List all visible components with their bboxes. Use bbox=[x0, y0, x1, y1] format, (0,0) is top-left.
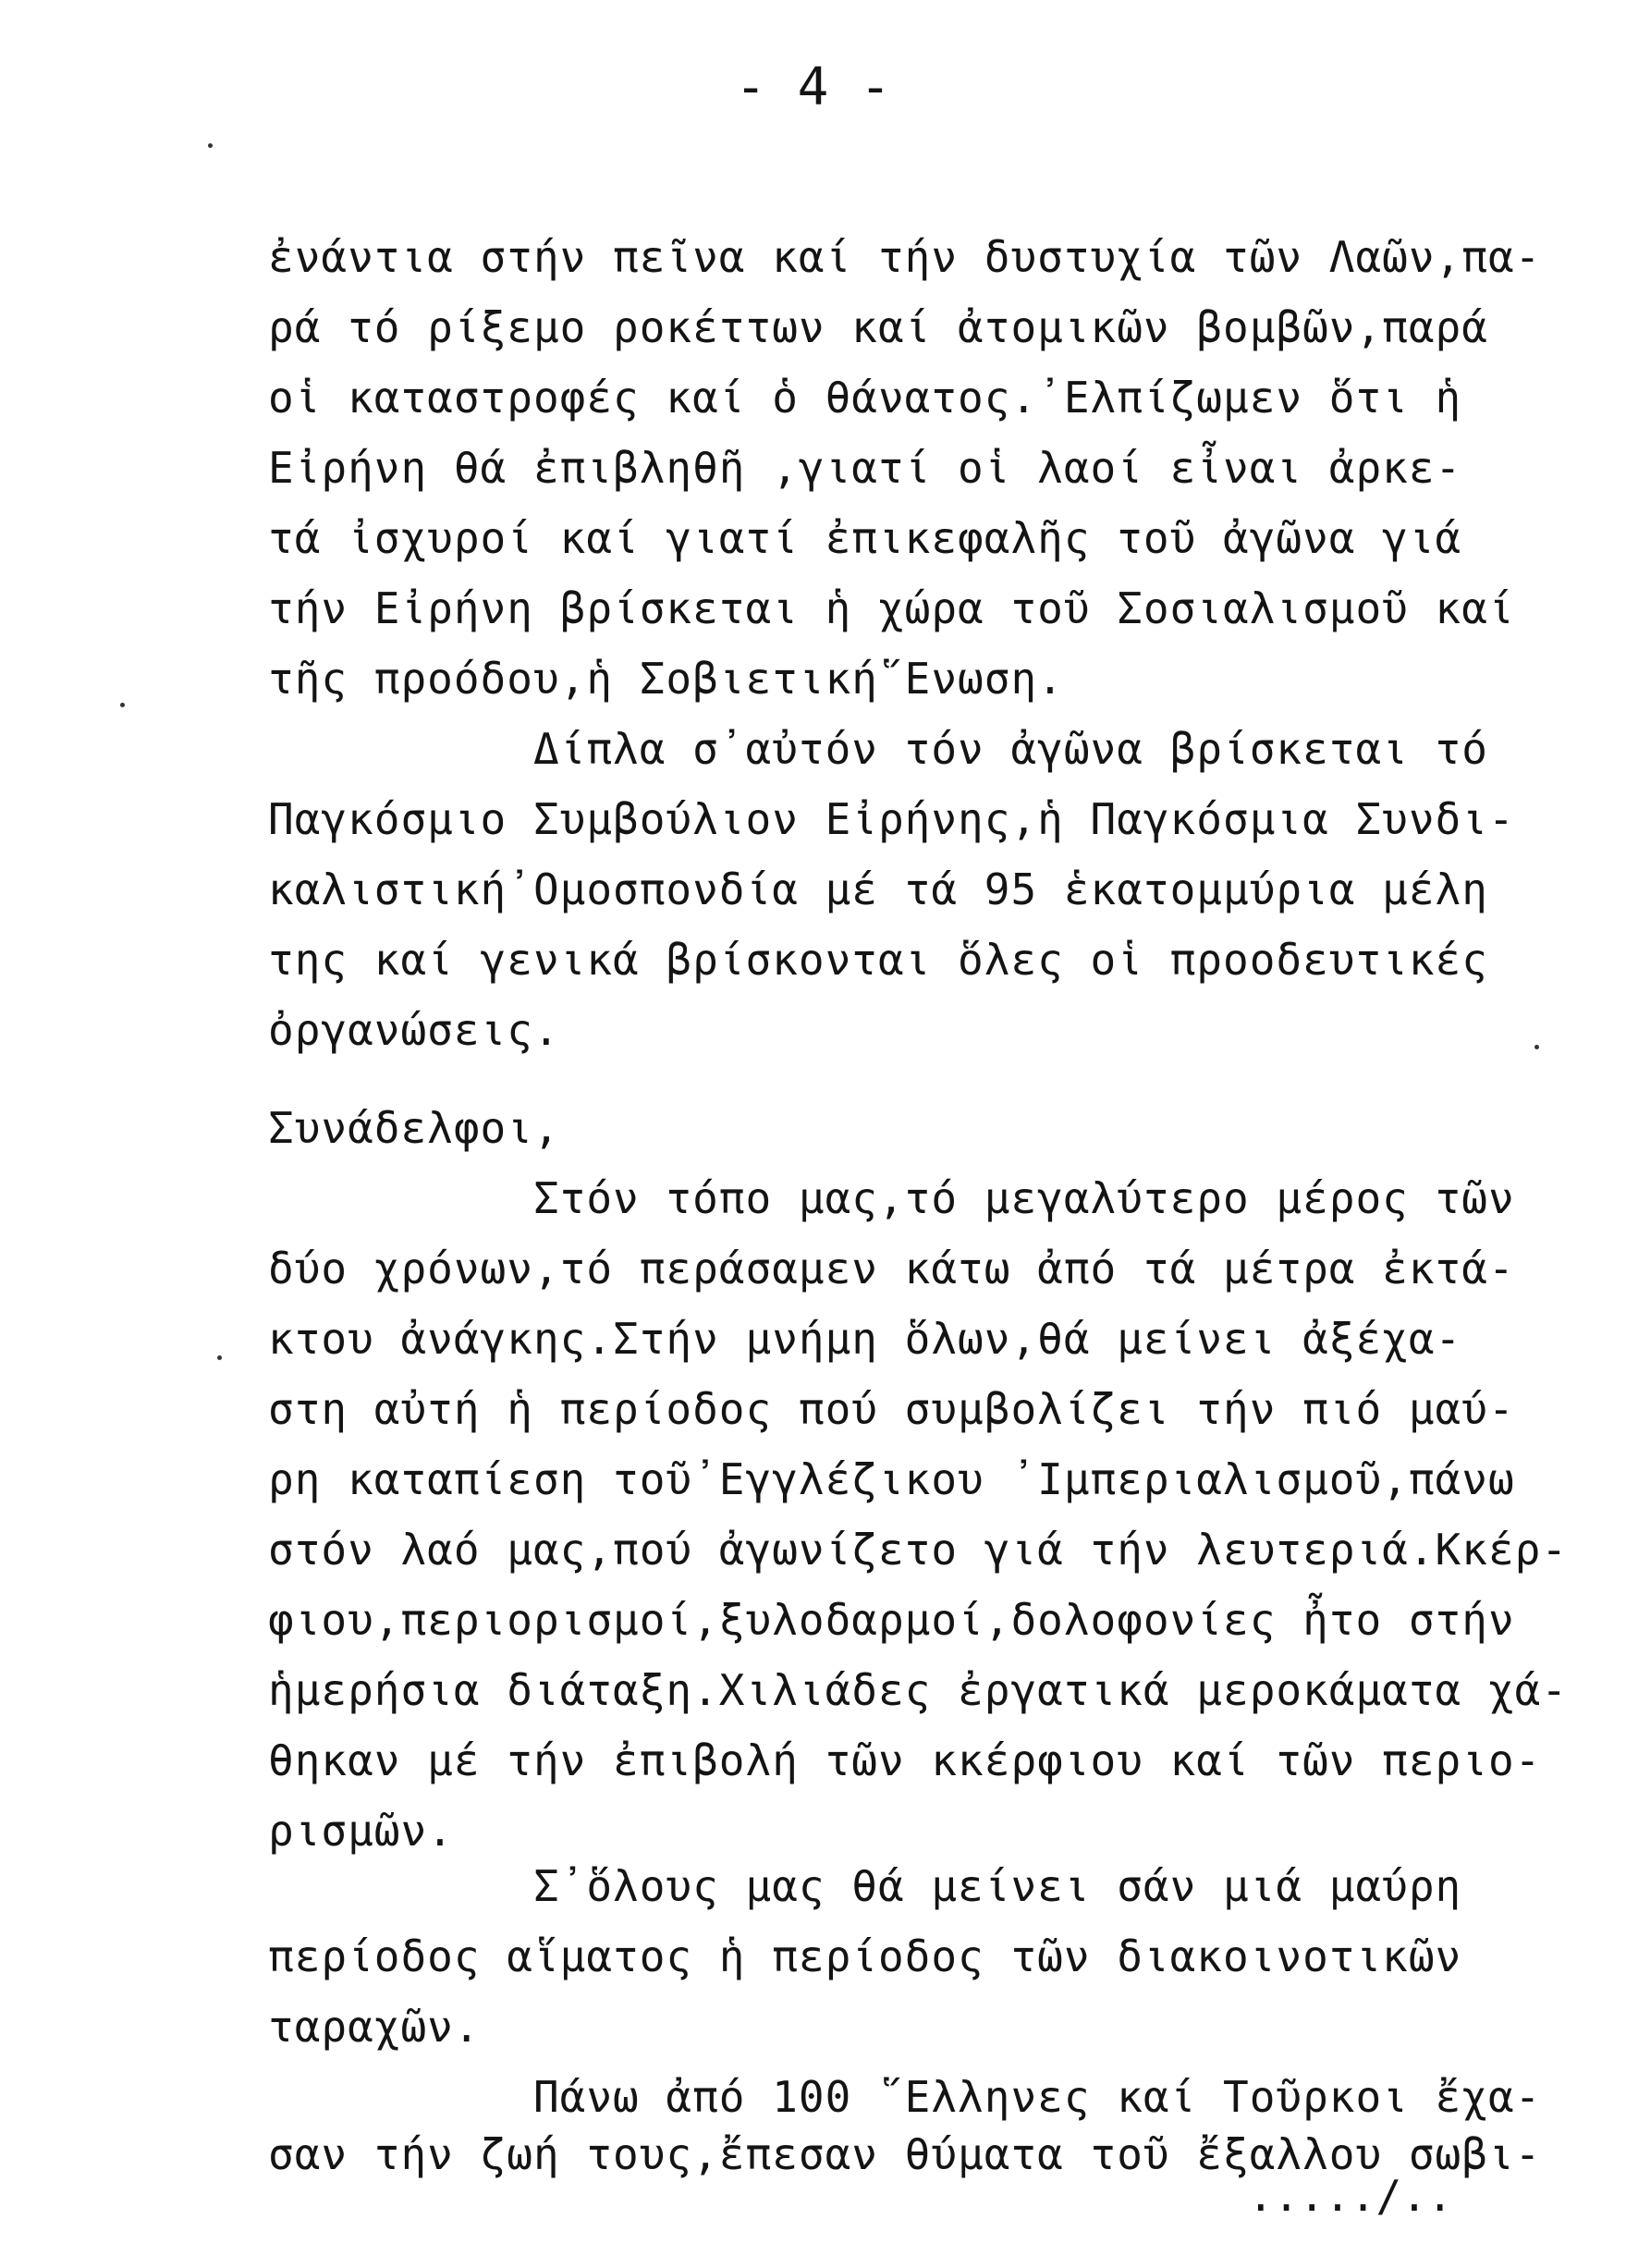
text-line: τά ἰσχυροί καί γιατί ἐπικεφαλῆς τοῦ ἀγῶνα γιά bbox=[268, 513, 1462, 563]
text-line: περίοδος αἵματος ἡ περίοδος τῶν διακοινοτικῶν bbox=[268, 1931, 1462, 1981]
scan-speck bbox=[1534, 1045, 1539, 1049]
salutation: Συνάδελφοι, bbox=[268, 1103, 560, 1153]
scan-speck bbox=[217, 1355, 222, 1360]
text-line: της καί γενικά βρίσκονται ὅλες οἱ προοδευτικές bbox=[268, 935, 1488, 985]
text-line: σαν τήν ζωή τους,ἔπεσαν θύματα τοῦ ἔξαλλου σωβι- bbox=[268, 2129, 1542, 2179]
text-line: ρά τό ρίξεμο ροκέττων καί ἀτομικῶν βομβῶν,παρά bbox=[268, 302, 1488, 352]
text-line: Παγκόσμιο Συμβούλιον Εἰρήνης,ἡ Παγκόσμια Συνδι- bbox=[268, 794, 1515, 844]
text-line: ὀργανώσεις. bbox=[268, 1005, 560, 1055]
text-line: ἐνάντια στήν πεῖνα καί τήν δυστυχία τῶν Λαῶν,πα- bbox=[268, 232, 1542, 282]
text-line: κτου ἀνάγκης.Στήν μνήμη ὅλων,θά μείνει ἀξέχα- bbox=[268, 1314, 1462, 1364]
continuation-mark: ...../.. bbox=[1248, 2171, 1453, 2221]
text-line: καλιστική᾿Ομοσπονδία μέ τά 95 ἑκατομμύρια μέλη bbox=[268, 864, 1488, 914]
text-line: φιου,περιορισμοί,ξυλοδαρμοί,δολοφονίες ἦτο στήν bbox=[268, 1595, 1515, 1645]
text-line: ἡμερήσια διάταξη.Χιλιάδες ἐργατικά μεροκάματα χά- bbox=[268, 1665, 1569, 1715]
text-line: στη αὐτή ἡ περίοδος πού συμβολίζει τήν πιό μαύ- bbox=[268, 1384, 1515, 1434]
text-line: Σ᾿ὅλους μας θά μείνει σάν μιά μαύρη bbox=[268, 1861, 1462, 1911]
scan-speck bbox=[208, 143, 213, 148]
text-line: Στόν τόπο μας,τό μεγαλύτερο μέρος τῶν bbox=[268, 1173, 1515, 1223]
page-number: - 4 - bbox=[735, 57, 891, 117]
text-line: ταραχῶν. bbox=[268, 2002, 481, 2052]
text-line: οἱ καταστροφές καί ὁ θάνατος.᾿Ελπίζωμεν ὅτι ἡ bbox=[268, 373, 1462, 423]
text-line: ρισμῶν. bbox=[268, 1806, 454, 1856]
text-line: στόν λαό μας,πού ἀγωνίζετο γιά τήν λευτεριά.Κκέρ- bbox=[268, 1525, 1569, 1575]
text-line: δύο χρόνων,τό περάσαμεν κάτω ἀπό τά μέτρα ἐκτά- bbox=[268, 1244, 1515, 1293]
text-line: Δίπλα σ᾿αὐτόν τόν ἀγῶνα βρίσκεται τό bbox=[268, 724, 1488, 774]
text-line: ρη καταπίεση τοῦ᾿Εγγλέζικου ᾿Ιμπεριαλισμοῦ,πάνω bbox=[268, 1454, 1515, 1504]
scan-speck bbox=[120, 703, 125, 707]
text-line: θηκαν μέ τήν ἐπιβολή τῶν κκέρφιου καί τῶν περιο- bbox=[268, 1735, 1542, 1785]
text-line: Εἰρήνη θά ἐπιβληθῆ ,γιατί οἱ λαοί εἶναι ἀρκε- bbox=[268, 443, 1462, 493]
text-line: τήν Εἰρήνη βρίσκεται ἡ χώρα τοῦ Σοσιαλισμοῦ καί bbox=[268, 583, 1515, 633]
text-line: Πάνω ἀπό 100 ῞Ελληνες καί Τοῦρκοι ἔχα- bbox=[268, 2072, 1542, 2122]
text-line: τῆς προόδου,ἡ Σοβιετική῞Ενωση. bbox=[268, 654, 1064, 704]
